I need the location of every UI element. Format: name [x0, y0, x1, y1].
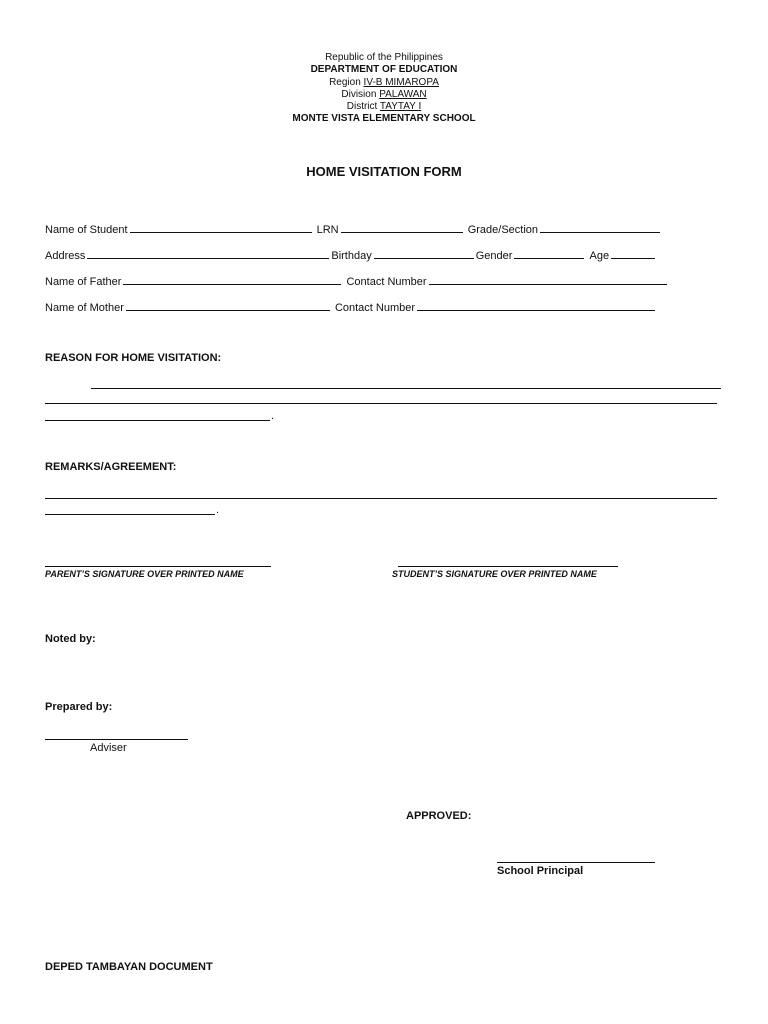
noted-by-label: Noted by: — [45, 633, 96, 645]
student-row — [45, 222, 662, 236]
mother-contact-label: Contact Number — [334, 302, 416, 314]
mother-name-field[interactable] — [126, 300, 330, 311]
district-value: TAYTAY I — [379, 101, 422, 112]
division-label: Division — [341, 89, 377, 100]
header-division — [0, 89, 768, 101]
reason-period: . — [271, 410, 275, 422]
header-district — [0, 101, 768, 113]
student-name-label: Name of Student — [45, 224, 128, 236]
parent-signature-line[interactable] — [45, 566, 271, 567]
age-field[interactable] — [611, 248, 655, 259]
remarks-heading: REMARKS/AGREEMENT: — [45, 461, 177, 473]
header-department: DEPARTMENT OF EDUCATION — [310, 64, 458, 75]
division-value: PALAWAN — [379, 89, 427, 100]
age-label: Age — [589, 250, 610, 262]
mother-contact-field[interactable] — [417, 300, 655, 311]
address-label: Address — [45, 250, 86, 262]
header-school: MONTE VISTA ELEMENTARY SCHOOL — [292, 113, 476, 124]
region-value: IV-B MIMAROPA — [363, 77, 439, 88]
mother-name-label: Name of Mother — [45, 302, 124, 314]
district-label: District — [346, 101, 378, 112]
remarks-line-2[interactable] — [45, 514, 215, 515]
reason-line-1[interactable] — [91, 388, 721, 389]
father-row — [45, 274, 669, 288]
prepared-by-label: Prepared by: — [45, 701, 113, 713]
student-name-field[interactable] — [130, 222, 312, 233]
father-name-field[interactable] — [123, 274, 341, 285]
footer-text: DEPED TAMBAYAN DOCUMENT — [45, 961, 213, 973]
adviser-signature-line[interactable] — [45, 739, 188, 740]
principal-caption: School Principal — [497, 865, 584, 877]
grade-section-field[interactable] — [540, 222, 660, 233]
lrn-label: LRN — [316, 224, 339, 236]
reason-heading: REASON FOR HOME VISITATION: — [45, 352, 222, 364]
mother-row — [45, 300, 657, 314]
header-republic: Republic of the Philippines — [325, 52, 443, 63]
student-signature-line[interactable] — [398, 566, 618, 567]
birthday-label: Birthday — [331, 250, 372, 262]
father-name-label: Name of Father — [45, 276, 122, 288]
birthday-field[interactable] — [374, 248, 474, 259]
student-signature-caption: STUDENT’S SIGNATURE OVER PRINTED NAME — [392, 569, 597, 579]
gender-field[interactable] — [514, 248, 584, 259]
gender-label: Gender — [475, 250, 513, 262]
lrn-field[interactable] — [341, 222, 463, 233]
reason-line-2[interactable] — [45, 403, 717, 404]
father-contact-label: Contact Number — [346, 276, 427, 288]
reason-line-3[interactable] — [45, 420, 270, 421]
address-field[interactable] — [87, 248, 329, 259]
form-title: HOME VISITATION FORM — [306, 164, 462, 179]
principal-signature-line[interactable] — [497, 862, 655, 863]
address-row — [45, 248, 657, 262]
region-label: Region — [329, 77, 361, 88]
grade-section-label: Grade/Section — [467, 224, 539, 236]
approved-label: APPROVED: — [406, 810, 472, 822]
remarks-line-1[interactable] — [45, 498, 717, 499]
header-region — [0, 77, 768, 89]
parent-signature-caption: PARENT’S SIGNATURE OVER PRINTED NAME — [45, 569, 244, 579]
adviser-caption: Adviser — [90, 742, 127, 754]
remarks-period: . — [216, 504, 220, 516]
father-contact-field[interactable] — [429, 274, 667, 285]
